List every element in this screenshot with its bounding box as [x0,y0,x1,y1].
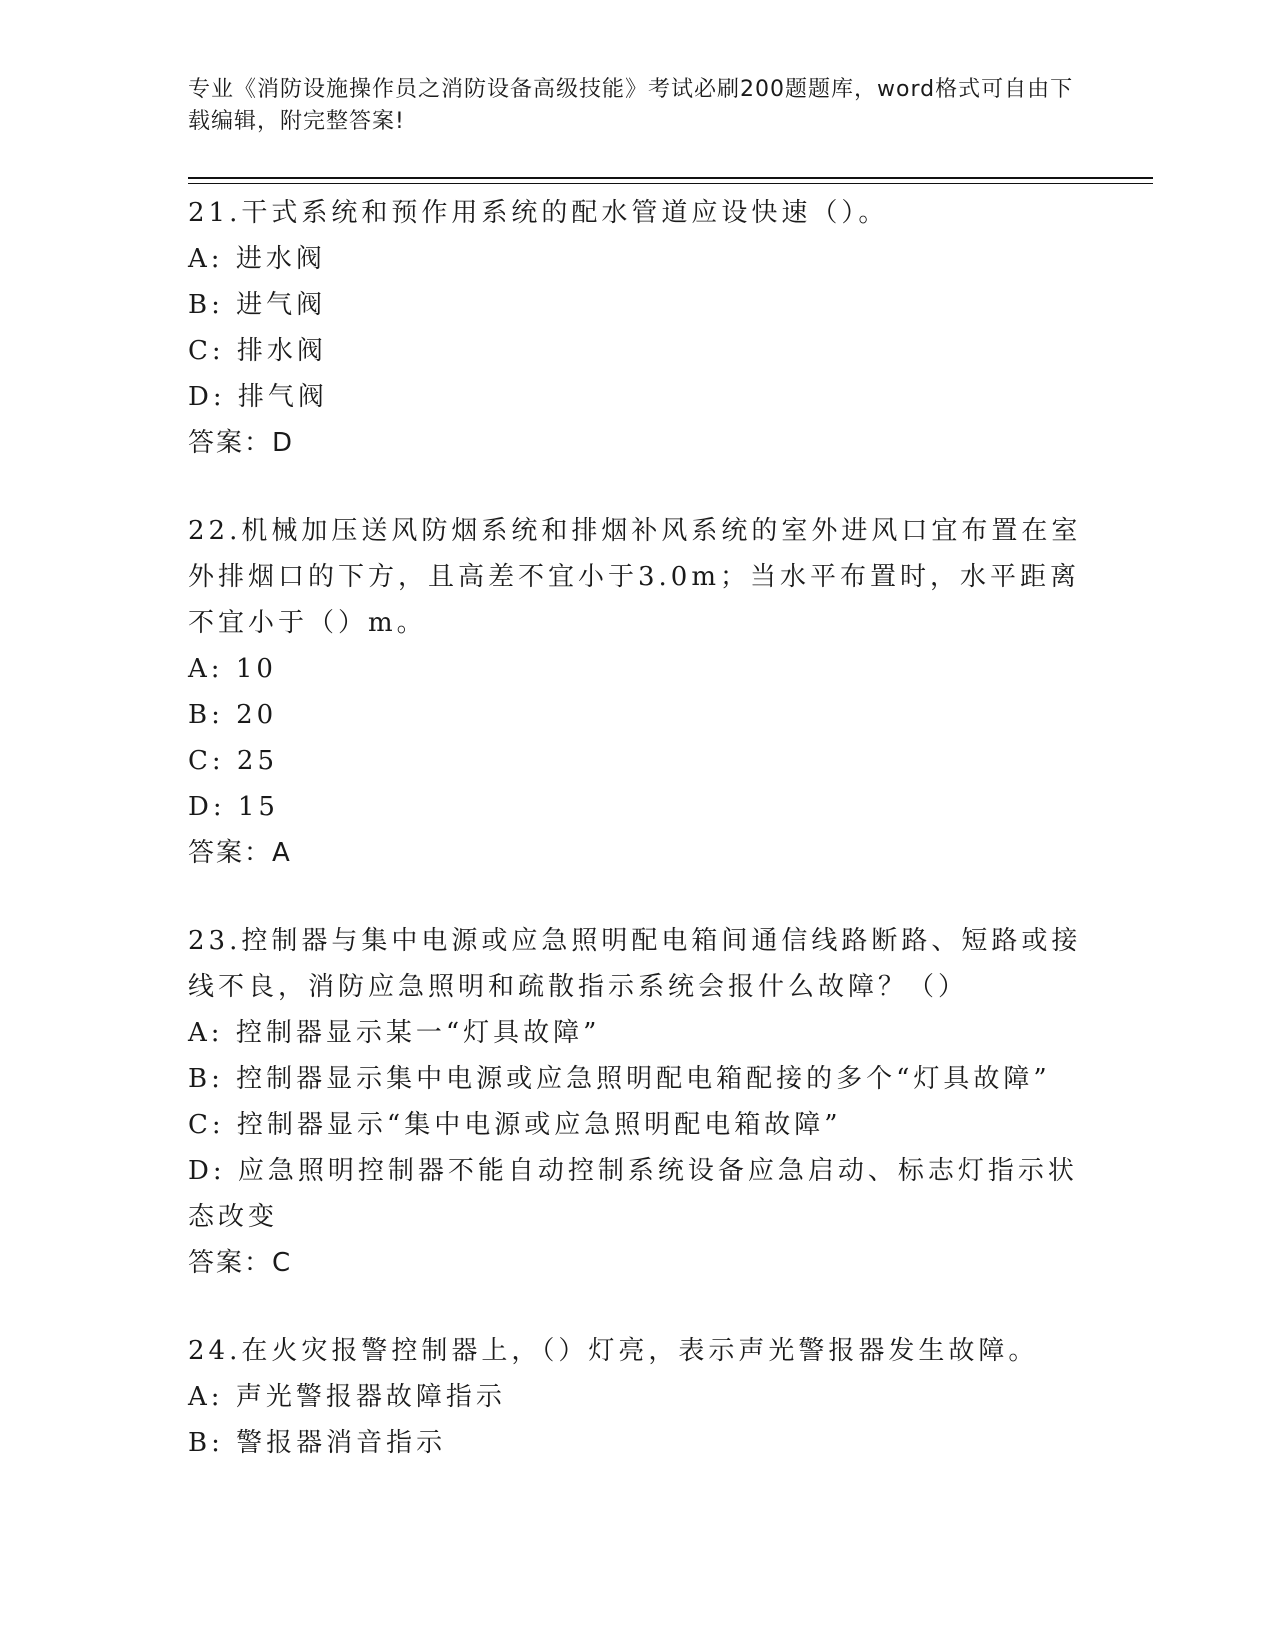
option-letter: B: [188,700,224,730]
option-letter: C: [188,746,225,776]
question-21 [188,190,1088,466]
option-c [188,328,1088,374]
option-d [188,784,1088,830]
question-24 [188,1328,1088,1466]
option-text: 20 [236,700,278,730]
option-text: 控制器显示“集中电源或应急照明配电箱故障” [236,1110,842,1140]
option-letter: D: [188,382,226,412]
option-d [188,374,1088,420]
option-letter: B: [188,1428,224,1458]
option-letter: D: [188,792,226,822]
option-letter: A: [188,244,224,274]
header-divider-thin [188,183,1153,184]
answer-line: 答案：C [188,1248,293,1278]
option-text: 警报器消音指示 [236,1428,447,1458]
option-text: 声光警报器故障指示 [235,1382,506,1412]
option-text: 控制器显示集中电源或应急照明配电箱配接的多个“灯具故障” [236,1064,1051,1094]
option-letter: A: [188,654,224,684]
option-letter: B: [188,1064,224,1094]
option-letter: B: [188,290,224,320]
option-c [188,1102,1088,1148]
question-list [188,190,1088,1508]
option-letter: C: [188,1110,225,1140]
question-22 [188,508,1088,876]
option-text: 10 [235,654,277,684]
option-b [188,1056,1088,1102]
option-letter: A: [188,1382,224,1412]
option-b [188,282,1088,328]
option-a [188,1374,1088,1420]
option-b [188,692,1088,738]
question-stem: 21.干式系统和预作用系统的配水管道应设快速（）。 [188,198,889,228]
option-letter: A: [188,1018,224,1048]
option-a [188,236,1088,282]
option-letter: C: [188,336,225,366]
option-text: 15 [237,792,279,822]
option-text: 进气阀 [236,290,327,320]
answer-line: 答案：A [188,838,292,868]
question-stem: 24.在火灾报警控制器上，（）灯亮，表示声光警报器发生故障。 [188,1336,1039,1366]
option-text: 应急照明控制器不能自动控制系统设备应急启动、标志灯指示状态改变 [188,1156,1078,1232]
question-stem: 23.控制器与集中电源或应急照明配电箱间通信线路断路、短路或接线不良，消防应急照明和疏散指示系统会报什么故障？（） [188,926,1082,1002]
option-letter: D: [188,1156,226,1186]
option-text: 进水阀 [235,244,326,274]
option-a [188,646,1088,692]
question-stem: 22.机械加压送风防烟系统和排烟补风系统的室外进风口宜布置在室外排烟口的下方，且高差不宜小于3.0m；当水平布置时，水平距离不宜小于（）m。 [188,516,1082,638]
option-text: 排水阀 [236,336,327,366]
option-text: 排气阀 [237,382,328,412]
header-divider-thick [188,177,1153,179]
option-a [188,1010,1088,1056]
option-text: 控制器显示某一“灯具故障” [235,1018,601,1048]
option-d [188,1148,1088,1240]
option-c [188,738,1088,784]
document-header: 专业《消防设施操作员之消防设备高级技能》考试必刷200题题库，word格式可自由下载编辑，附完整答案! [188,77,1074,134]
question-23 [188,918,1088,1286]
option-text: 25 [236,746,279,776]
option-b [188,1420,1088,1466]
answer-line: 答案：D [188,428,295,458]
